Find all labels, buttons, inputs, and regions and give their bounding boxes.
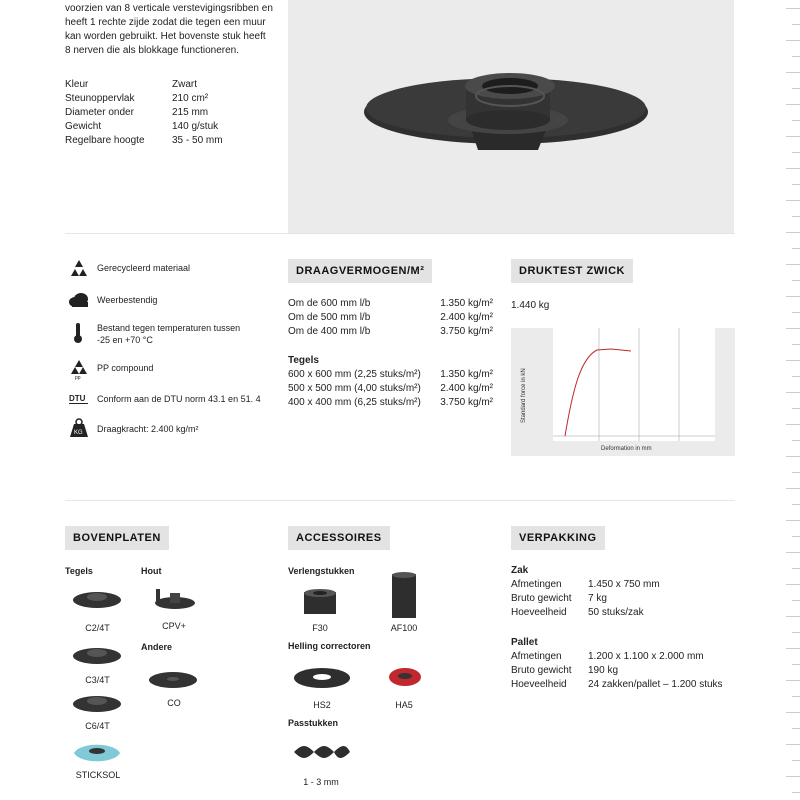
ruler-tick	[786, 680, 800, 681]
draag-row: 400 x 400 mm (6,25 stuks/m²) 3.750 kg/m²	[288, 397, 493, 408]
ruler-tick	[786, 200, 800, 201]
zak-row: Bruto gewicht 7 kg	[511, 593, 607, 604]
ruler-tick	[792, 792, 800, 793]
tegels-subtitle: Tegels	[288, 355, 319, 366]
divider	[65, 500, 735, 501]
ruler-tick	[792, 408, 800, 409]
druktest-value: 1.440 kg	[511, 300, 550, 311]
ruler-tick	[792, 728, 800, 729]
ruler-tick	[792, 376, 800, 377]
ruler-tick	[786, 232, 800, 233]
intro-text	[65, 2, 280, 58]
spec-row: Gewicht 140 g/stuk	[65, 121, 219, 132]
intro-line: kan worden gebruikt. Het bovenste stuk heeft	[65, 31, 266, 42]
accessoires-title: ACCESSOIRES	[288, 526, 390, 550]
spec-row: Kleur Zwart	[65, 79, 197, 90]
hout-label: Hout	[141, 566, 162, 576]
spec-row: Regelbare hoogte 35 - 50 mm	[65, 135, 223, 146]
c2-product-image	[72, 588, 122, 610]
ruler-tick	[792, 440, 800, 441]
force-curve-plot	[511, 328, 735, 456]
ruler-tick	[786, 40, 800, 41]
verpakking-table	[511, 564, 735, 692]
ruler-tick	[786, 744, 800, 745]
ha5-label: HA5	[395, 700, 413, 710]
dtu-icon	[68, 392, 90, 406]
draag-row: Om de 600 mm l/b 1.350 kg/m²	[288, 298, 493, 309]
ruler-tick	[792, 216, 800, 217]
passtuk-label: 1 - 3 mm	[303, 777, 339, 787]
helling-label: Helling correctoren	[288, 641, 371, 651]
pass-label: Passtukken	[288, 718, 339, 728]
pedestal-image	[288, 0, 734, 233]
ruler-tick	[792, 120, 800, 121]
ruler-tick	[792, 56, 800, 57]
ruler-tick	[786, 456, 800, 457]
svg-text:pp: pp	[75, 375, 81, 380]
ruler-tick	[792, 568, 800, 569]
intro-line: 8 nerven die als blokkage functioneren.	[65, 45, 240, 56]
recycle-icon	[68, 258, 90, 280]
ruler-tick	[792, 280, 800, 281]
ruler-tick	[792, 184, 800, 185]
draag-row: Om de 400 mm l/b 3.750 kg/m²	[288, 326, 493, 337]
ruler-tick	[786, 104, 800, 105]
pallet-row: Hoeveelheid 24 zakken/pallet – 1.200 stuks	[511, 679, 723, 690]
ruler-tick	[786, 584, 800, 585]
svg-text:KG: KG	[74, 430, 83, 436]
af100-label: AF100	[390, 623, 418, 633]
pallet-subtitle: Pallet	[511, 637, 538, 648]
specs-table	[65, 78, 275, 148]
druktest-xlabel: Deformation in mm	[601, 446, 652, 452]
svg-text:DTU: DTU	[69, 394, 86, 403]
zak-row: Afmetingen 1.450 x 750 mm	[511, 579, 660, 590]
ruler-tick	[786, 648, 800, 649]
c6-product-image	[72, 692, 122, 714]
tegels-label: Tegels	[65, 566, 93, 576]
ruler-tick	[792, 696, 800, 697]
ruler-tick	[792, 664, 800, 665]
ruler-tick	[786, 712, 800, 713]
draag-row: Om de 500 mm l/b 2.400 kg/m²	[288, 312, 493, 323]
ruler-tick	[792, 248, 800, 249]
pallet-row: Afmetingen 1.200 x 1.100 x 2.000 mm	[511, 651, 704, 662]
verleng-label: Verlengstukken	[288, 566, 355, 576]
c2-label: C2/4T	[85, 623, 110, 633]
kg-weight-icon	[68, 418, 90, 438]
co-product-image	[148, 670, 198, 690]
andere-label: Andere	[141, 642, 173, 652]
draag-row: 500 x 500 mm (4,00 stuks/m²) 2.400 kg/m²	[288, 383, 493, 394]
ruler-tick	[786, 616, 800, 617]
verpakking-title: VERPAKKING	[511, 526, 605, 550]
edge-ruler	[782, 0, 800, 800]
pp-recycle-icon	[68, 358, 90, 380]
ruler-tick	[792, 88, 800, 89]
ruler-tick	[786, 328, 800, 329]
ruler-tick	[792, 504, 800, 505]
ruler-tick	[786, 488, 800, 489]
co-label: CO	[167, 698, 181, 708]
ruler-tick	[786, 360, 800, 361]
ruler-tick	[792, 152, 800, 153]
divider	[65, 233, 735, 234]
ruler-tick	[792, 760, 800, 761]
ha5-product-image	[387, 664, 423, 690]
ruler-tick	[792, 344, 800, 345]
druktest-title: DRUKTEST ZWICK	[511, 259, 633, 283]
ruler-tick	[792, 632, 800, 633]
druktest-ylabel: Standard force in kN	[521, 368, 527, 423]
c3-label: C3/4T	[85, 675, 110, 685]
ruler-tick	[786, 136, 800, 137]
pallet-row: Bruto gewicht 190 kg	[511, 665, 619, 676]
ruler-tick	[786, 72, 800, 73]
product-image-panel	[288, 0, 734, 233]
ruler-tick	[786, 520, 800, 521]
f30-label: F30	[312, 623, 328, 633]
sticksol-label: STICKSOL	[75, 770, 121, 780]
ruler-tick	[786, 776, 800, 777]
draag-row: 600 x 600 mm (2,25 stuks/m²) 1.350 kg/m²	[288, 369, 493, 380]
ruler-tick	[786, 552, 800, 553]
bovenplaten-title: BOVENPLATEN	[65, 526, 169, 550]
thermometer-icon	[68, 321, 90, 345]
spec-row: Steunoppervlak 210 cm²	[65, 93, 209, 104]
ruler-tick	[792, 600, 800, 601]
intro-line: heeft 1 rechte zijde zodat die tegen een muur	[65, 17, 266, 28]
hs2-product-image	[292, 664, 352, 692]
c6-label: C6/4T	[85, 721, 110, 731]
sticksol-product-image	[70, 740, 124, 766]
ruler-tick	[786, 8, 800, 9]
ruler-tick	[786, 264, 800, 265]
ruler-tick	[786, 392, 800, 393]
intro-line: voorzien van 8 verticale verstevigingsribben en	[65, 3, 273, 14]
ruler-tick	[792, 24, 800, 25]
draagvermogen-title: DRAAGVERMOGEN/M²	[288, 259, 432, 283]
cpv-product-image	[150, 585, 196, 611]
ruler-tick	[786, 296, 800, 297]
zak-row: Hoeveelheid 50 stuks/zak	[511, 607, 644, 618]
zak-subtitle: Zak	[511, 565, 529, 576]
cloud-icon	[68, 292, 90, 308]
ruler-tick	[792, 536, 800, 537]
druktest-chart	[511, 328, 735, 456]
cpv-label: CPV+	[162, 621, 186, 631]
hs2-label: HS2	[313, 700, 331, 710]
ruler-tick	[786, 168, 800, 169]
ruler-tick	[786, 424, 800, 425]
spec-row: Diameter onder 215 mm	[65, 107, 209, 118]
c3-product-image	[72, 644, 122, 666]
af100-product-image	[386, 570, 422, 622]
ruler-tick	[792, 312, 800, 313]
f30-product-image	[298, 586, 342, 620]
passtuk-product-image	[292, 740, 352, 764]
draagvermogen-table	[288, 297, 493, 410]
ruler-tick	[792, 472, 800, 473]
